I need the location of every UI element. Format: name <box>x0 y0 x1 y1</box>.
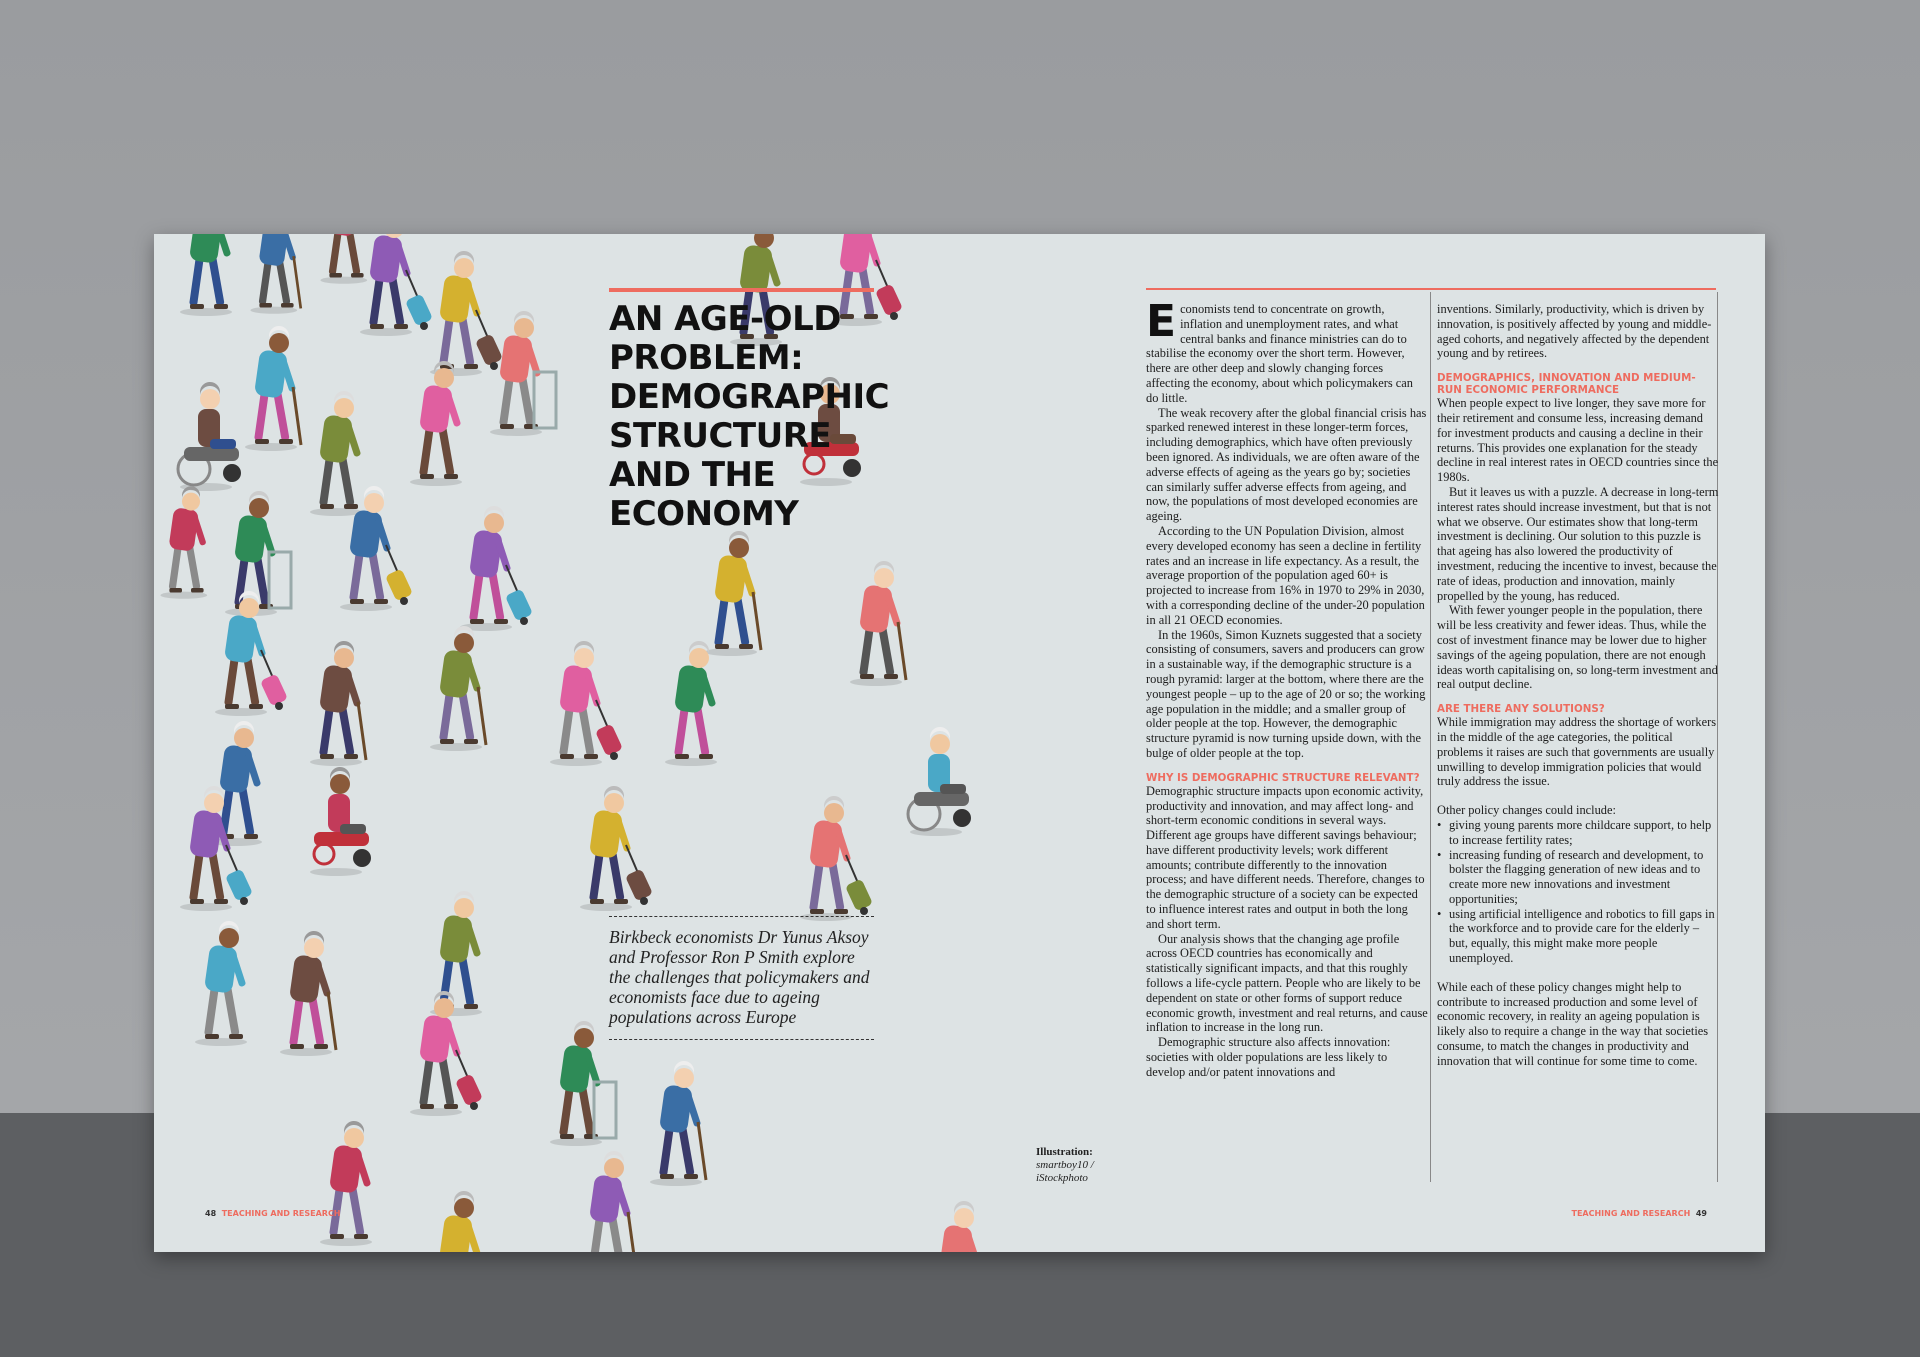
elderly-person-figure <box>360 234 433 336</box>
body-column-1 <box>1146 296 1428 1080</box>
standfirst: Birkbeck economists Dr Yunus Aksoy and Professor Ron P Smith explore the challenges that policymakers and economists face due to ageing populations across Europe <box>609 916 874 1040</box>
elderly-person-figure <box>460 506 533 631</box>
paragraph: In the 1960s, Simon Kuznets suggested that a society consisting of consumers, savers and producers can grow in a sustainable way, if the demographic structure is a rough pyramid: larger at the bottom, where there are the youngest people – up to the age of 20 or so; the working age population in the middle; and a smaller group of older people at the top. However, the demographic structure pyramid is now turning upside down, with the bulge of older people at the top. <box>1146 627 1426 760</box>
spacer <box>1437 966 1719 980</box>
elderly-person-figure <box>800 796 873 921</box>
elderly-person-figure <box>215 591 288 716</box>
paragraph <box>1146 296 1428 406</box>
paragraph: inventions. Similarly, productivity, which is driven by innovation, is positively affected by young and middle-aged cohorts, and negatively affected by the dependent young and by retirees. <box>1437 302 1712 361</box>
elderly-person-figure <box>430 626 486 751</box>
list-item: • increasing funding of research and development, to bolster the flagging generation of new ideas and to create more new innovations and investment opportunities; <box>1437 848 1719 907</box>
elderly-person-figure <box>195 921 247 1046</box>
body-top-rule <box>1146 288 1716 290</box>
magazine-spread <box>154 234 1765 1252</box>
elderly-person-figure <box>320 234 367 284</box>
paragraph: While each of these policy changes might help to contribute to increased production and some level of economic recovery, in reality an ageing population is likely also to require a change in the way that societies consume, to match the changes in productivity and innovation that will continue for some time to come. <box>1437 979 1709 1068</box>
elderly-person-figure <box>930 1201 982 1252</box>
credit-source: smartboy10 / iStockphoto <box>1036 1159 1094 1184</box>
paragraph: But it leaves us with a puzzle. A decrease in long-term interest rates should increase investment, but that is not what we observe. Our estimates show that long-term investment is declining. Our solution to this puzzle is that ageing has also lowered the productivity of investment, reducing the incentive to invest, because the rate of ideas, production and innovation, mainly propelled by the young, has reduced. <box>1437 484 1719 603</box>
folio-right <box>1571 1209 1707 1218</box>
drop-cap: E <box>1146 296 1177 347</box>
paragraph: Other policy changes could include: <box>1437 803 1616 818</box>
elderly-person-figure <box>430 891 482 1016</box>
elderly-person-figure <box>580 1151 636 1252</box>
page-number: 48 <box>205 1209 217 1218</box>
elderly-person-figure <box>705 531 761 656</box>
elderly-person-figure <box>908 727 971 836</box>
elderly-person-figure <box>430 251 503 376</box>
paragraph: When people expect to live longer, they save more for their retirement and consume less, increasing demand for investment products and causing a decline in their returns. This provides one explanation for the steady decline in real interest rates in OECD countries since the 1980s. <box>1437 396 1719 485</box>
column-divider <box>1430 292 1431 1182</box>
subheading: WHY IS DEMOGRAPHIC STRUCTURE RELEVANT? <box>1146 771 1420 784</box>
elderly-person-figure <box>580 786 653 911</box>
list-item: • using artificial intelligence and robotics to fill gaps in the workforce and to provide care for the elderly – but, equally, this might make more people unemployed. <box>1437 907 1719 966</box>
elderly-person-figure <box>850 561 906 686</box>
elderly-person-figure <box>160 486 207 599</box>
subheading: DEMOGRAPHICS, INNOVATION AND MEDIUM-RUN ECONOMIC PERFORMANCE <box>1437 372 1696 397</box>
paragraph: Demographic structure impacts upon economic activity, productivity and innovation, and may affect long- and short-term economic conditions in several ways. Different age groups have different savings behaviour; have different productivity levels; work different amounts; contribute differently to the innovation process; and have different needs. Therefore, changes to the demographic structure of a society can be expected to influence interest rates and output in both the long and short term. <box>1146 783 1425 931</box>
spacer <box>1437 789 1719 803</box>
paragraph: Demographic structure also affects innovation: societies with older populations are less likely to develop and/or patent innovations and <box>1146 1035 1391 1079</box>
elderly-person-figure <box>550 1021 616 1146</box>
section-name: TEACHING AND RESEARCH <box>221 1209 341 1218</box>
title-rule <box>609 288 874 292</box>
elderly-person-figure <box>178 382 241 491</box>
elderly-person-figure <box>430 1191 482 1252</box>
elderly-person-figure <box>550 641 623 766</box>
elderly-person-figure <box>180 234 232 316</box>
paragraph: While immigration may address the shortage of workers in the middle of the age categories, the political problems it raises are such that governments are usually unwilling to develop immigration policies that would truly address the issue. <box>1437 715 1717 789</box>
article-title: AN AGE-OLD PROBLEM: DEMOGRAPHIC STRUCTURE AND THE ECONOMY <box>609 299 890 534</box>
paragraph: According to the UN Population Division, almost every developed economy has seen a decline in fertility rates and an increase in life expectancy. As a result, the average proportion of the population aged 60+ is projected to increase from 16% in 1970 to 29% in 2030, with a corresponding decline of the under-20 population in all 21 OECD economies. <box>1146 523 1425 627</box>
elderly-person-figure <box>490 311 556 436</box>
policy-list <box>1437 818 1719 966</box>
elderly-person-figure <box>310 641 366 766</box>
illustration-credit <box>1036 1146 1116 1185</box>
body-column-2 <box>1437 302 1719 1069</box>
paragraph: Our analysis shows that the changing age profile across OECD countries has economically and statistically significant impacts, and that this roughly follows a life-cycle pattern. People who are likely to be dependent on state or other forms of support reduce economic growth, investment and real returns, and cause inflation to increase in the long run. <box>1146 931 1428 1035</box>
subheading: ARE THERE ANY SOLUTIONS? <box>1437 703 1605 716</box>
page-number: 49 <box>1695 1209 1707 1218</box>
elderly-person-figure <box>250 234 300 314</box>
list-item: • giving young parents more childcare support, to help to increase fertility rates; <box>1437 818 1719 848</box>
elderly-person-figure <box>310 767 371 876</box>
elderly-person-figure <box>280 931 336 1056</box>
elderly-person-figure <box>665 641 717 766</box>
elderly-person-figure <box>410 361 462 486</box>
credit-label: Illustration: <box>1036 1146 1093 1158</box>
section-name: TEACHING AND RESEARCH <box>1571 1209 1691 1218</box>
paragraph: With fewer younger people in the population, there will be less creativity and fewer ideas. Thus, while the cost of investment finance may be lower due to higher savings of the ageing population, there are not enough ideas worth capitalising on, so long-term investment and real output decline. <box>1437 603 1718 692</box>
folio-left <box>205 1209 341 1218</box>
paragraph-text: conomists tend to concentrate on growth, inflation and unemployment rates, and what central banks and finance ministries can do to stabilise the economy over the short term. However, there are other deep and slowly changing forces affecting the economy, about which policymakers can do little. <box>1146 302 1413 405</box>
paragraph: The weak recovery after the global financial crisis has sparked renewed interest in these longer-term forces, including demographics, which have often previously been ignored. As individuals, we are often aware of the adverse effects of ageing as the years go by; societies can similarly suffer adverse effects from ageing, and now, the populations of most developed economies are ageing. <box>1146 405 1427 524</box>
elderly-person-figure <box>310 391 362 516</box>
elderly-person-figure <box>320 1121 372 1246</box>
elderly-person-figure <box>650 1061 706 1186</box>
elderly-person-figure <box>245 326 301 451</box>
